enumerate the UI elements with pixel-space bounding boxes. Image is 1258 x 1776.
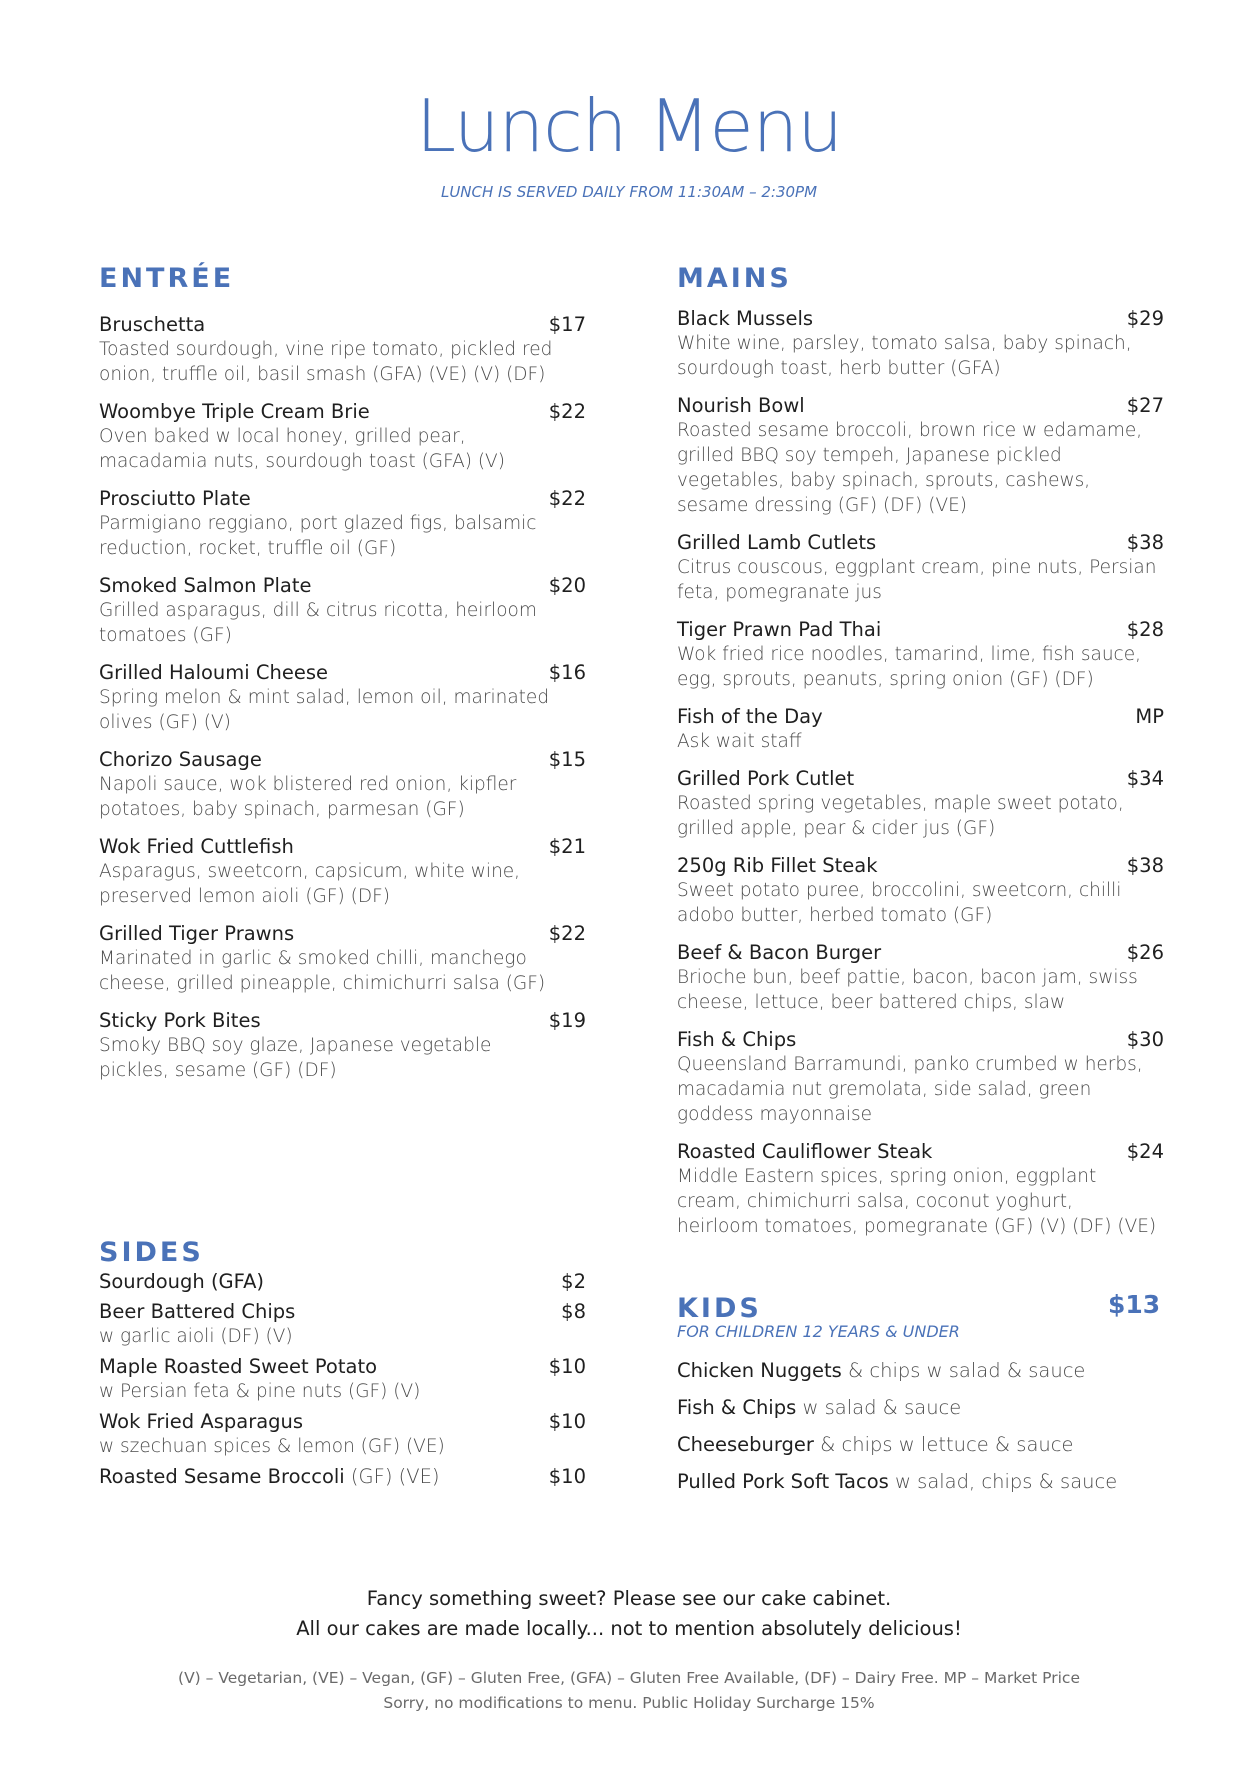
item-price: $28 <box>1126 618 1164 641</box>
kids-item-name: Fish & Chips <box>677 1396 797 1419</box>
item-description: Smoky BBQ soy glaze, Japanese vegetable pickles, sesame (GF) (DF) <box>99 1035 492 1081</box>
menu-item <box>677 306 1164 381</box>
menu-item <box>99 1008 586 1083</box>
item-description: Napoli sauce, wok blistered red onion, kipfler potatoes, baby spinach, parmesan (GF) <box>99 774 517 820</box>
item-name: Grilled Haloumi Cheese <box>99 661 329 684</box>
item-description: Brioche bun, beef pattie, bacon, bacon jam, swiss cheese, lettuce, beer battered chips, slaw <box>677 967 1138 1013</box>
kids-item-description: & chips w lettuce & sauce <box>813 1433 1074 1456</box>
service-hours: LUNCH IS SERVED DAILY FROM 11:30AM – 2:30PM <box>440 183 818 201</box>
kids-price: $13 <box>1108 1290 1161 1319</box>
side-description: w Persian feta & pine nuts (GF) (V) <box>99 1381 421 1402</box>
item-name: Woombye Triple Cream Brie <box>99 400 370 423</box>
item-name: Prosciutto Plate <box>99 487 251 510</box>
item-name: Bruschetta <box>99 313 206 336</box>
side-item <box>99 1299 586 1349</box>
side-name <box>99 1409 586 1434</box>
item-name: 250g Rib Fillet Steak <box>677 854 878 877</box>
item-description: Marinated in garlic & smoked chilli, manchego cheese, grilled pineapple, chimichurri salsa (GF) <box>99 948 546 994</box>
item-price: $22 <box>548 400 586 423</box>
kids-list <box>677 1358 1177 1506</box>
item-price: $26 <box>1126 941 1164 964</box>
item-description: Middle Eastern spices, spring onion, eggplant cream, chimichurri salsa, coconut yoghurt, heirloom tomatoes, pomegranate (GF) (V) (DF) (VE) <box>677 1166 1157 1237</box>
side-name <box>99 1269 586 1294</box>
dietary-legend <box>0 1666 1258 1716</box>
item-price: $38 <box>1126 854 1164 877</box>
kids-item <box>677 1432 1177 1457</box>
page-title: Lunch Menu <box>416 84 842 168</box>
side-description: w garlic aioli (DF) (V) <box>99 1326 293 1347</box>
item-name: Chorizo Sausage <box>99 748 262 771</box>
menu-item <box>99 747 586 822</box>
menu-item <box>677 1139 1164 1239</box>
item-name: Fish & Chips <box>677 1028 797 1051</box>
side-name-text: Wok Fried Asparagus <box>99 1410 304 1433</box>
side-description: w szechuan spices & lemon (GF) (VE) <box>99 1436 445 1457</box>
item-name: Smoked Salmon Plate <box>99 574 312 597</box>
item-description: Wok fried rice noodles, tamarind, lime, fish sauce, egg, sprouts, peanuts, spring onion (GF) (DF) <box>677 644 1141 690</box>
kids-heading: KIDS <box>677 1293 762 1324</box>
side-item <box>99 1409 586 1459</box>
item-description: Ask wait staff <box>677 731 802 752</box>
dessert-note-line-1: Fancy something sweet? Please see our cake cabinet. <box>366 1587 892 1610</box>
item-name: Tiger Prawn Pad Thai <box>677 618 882 641</box>
item-description: Spring melon & mint salad, lemon oil, marinated olives (GF) (V) <box>99 687 550 733</box>
kids-age-note: FOR CHILDREN 12 YEARS & UNDER <box>677 1322 960 1341</box>
side-price: $8 <box>561 1300 586 1323</box>
item-description: Grilled asparagus, dill & citrus ricotta, heirloom tomatoes (GF) <box>99 600 537 646</box>
dessert-note-line-2: All our cakes are made locally... not to mention absolutely delicious! <box>296 1617 962 1640</box>
item-price: $24 <box>1126 1140 1164 1163</box>
side-name-text: Roasted Sesame Broccoli <box>99 1465 345 1488</box>
item-name: Nourish Bowl <box>677 394 805 417</box>
kids-item-name: Cheeseburger <box>677 1433 814 1456</box>
side-name <box>99 1464 586 1489</box>
entree-heading: ENTRÉE <box>99 263 235 294</box>
menu-item <box>99 921 586 996</box>
item-description: Sweet potato puree, broccolini, sweetcorn, chilli adobo butter, herbed tomato (GF) <box>677 880 1122 926</box>
item-description: Parmigiano reggiano, port glazed figs, balsamic reduction, rocket, truffle oil (GF) <box>99 513 537 559</box>
side-item <box>99 1354 586 1404</box>
legend-line: (V) – Vegetarian, (VE) – Vegan, (GF) – Gluten Free, (GFA) – Gluten Free Available, (DF) – Dairy Free. MP – Market Price <box>178 1669 1080 1687</box>
side-name <box>99 1354 586 1379</box>
item-name: Grilled Pork Cutlet <box>677 767 855 790</box>
menu-item <box>99 834 586 909</box>
side-price: $10 <box>548 1355 586 1378</box>
item-description: Citrus couscous, eggplant cream, pine nuts, Persian feta, pomegranate jus <box>677 557 1157 603</box>
item-price: $17 <box>548 313 586 336</box>
item-name: Roasted Cauliflower Steak <box>677 1140 933 1163</box>
side-price: $2 <box>561 1270 586 1293</box>
surcharge-notice: Sorry, no modifications to menu. Public Holiday Surcharge 15% <box>383 1694 875 1712</box>
side-price: $10 <box>548 1465 586 1488</box>
dessert-note <box>0 1584 1258 1644</box>
side-diet-tags: (GF) (VE) <box>344 1465 440 1488</box>
menu-item <box>677 853 1164 928</box>
item-description: Queensland Barramundi, panko crumbed w herbs, macadamia nut gremolata, side salad, green goddess mayonnaise <box>677 1054 1143 1125</box>
item-name: Beef & Bacon Burger <box>677 941 882 964</box>
side-name-text: Sourdough (GFA) <box>99 1270 265 1293</box>
item-description: Roasted spring vegetables, maple sweet potato, grilled apple, pear & cider jus (GF) <box>677 793 1124 839</box>
item-price: $19 <box>548 1009 586 1032</box>
item-description: Oven baked w local honey, grilled pear, macadamia nuts, sourdough toast (GFA) (V) <box>99 426 505 472</box>
item-name: Wok Fried Cuttlefish <box>99 835 294 858</box>
side-item <box>99 1464 586 1489</box>
sides-list <box>99 1269 586 1494</box>
side-price: $10 <box>548 1410 586 1433</box>
item-price: $22 <box>548 922 586 945</box>
item-price: $16 <box>548 661 586 684</box>
item-price: $27 <box>1126 394 1164 417</box>
menu-item <box>677 530 1164 605</box>
item-price: $22 <box>548 487 586 510</box>
item-price: $30 <box>1126 1028 1164 1051</box>
sides-heading: SIDES <box>99 1237 204 1268</box>
item-price: $15 <box>548 748 586 771</box>
kids-item-description: w salad & sauce <box>796 1396 962 1419</box>
kids-item <box>677 1358 1177 1383</box>
item-description: Roasted sesame broccoli, brown rice w edamame, grilled BBQ soy tempeh, Japanese pickled vegetables, baby spinach, sprouts, cashews, sesame dressing (GF) (DF) (VE) <box>677 420 1143 516</box>
kids-item-description: & chips w salad & sauce <box>841 1359 1086 1382</box>
item-description: Asparagus, sweetcorn, capsicum, white wine, preserved lemon aioli (GF) (DF) <box>99 861 521 907</box>
kids-item-description: w salad, chips & sauce <box>888 1470 1118 1493</box>
menu-item <box>99 486 586 561</box>
item-description: White wine, parsley, tomato salsa, baby spinach, sourdough toast, herb butter (GFA) <box>677 333 1132 379</box>
item-price: $21 <box>548 835 586 858</box>
side-item <box>99 1269 586 1294</box>
menu-item <box>677 766 1164 841</box>
mains-heading: MAINS <box>677 263 792 294</box>
menu-item <box>677 393 1164 518</box>
item-price: $34 <box>1126 767 1164 790</box>
item-name: Grilled Tiger Prawns <box>99 922 295 945</box>
item-name: Fish of the Day <box>677 705 823 728</box>
entree-list <box>99 312 586 1095</box>
side-name-text: Maple Roasted Sweet Potato <box>99 1355 378 1378</box>
menu-item <box>99 399 586 474</box>
kids-item-name: Chicken Nuggets <box>677 1359 842 1382</box>
item-price: $20 <box>548 574 586 597</box>
item-price: MP <box>1135 705 1164 728</box>
kids-item <box>677 1395 1177 1420</box>
item-name: Sticky Pork Bites <box>99 1009 261 1032</box>
menu-item <box>99 573 586 648</box>
kids-item-name: Pulled Pork Soft Tacos <box>677 1470 889 1493</box>
menu-item <box>99 660 586 735</box>
item-name: Black Mussels <box>677 307 814 330</box>
menu-item <box>677 1027 1164 1127</box>
mains-list <box>677 306 1164 1251</box>
item-price: $29 <box>1126 307 1164 330</box>
menu-item <box>677 704 1164 754</box>
menu-item <box>99 312 586 387</box>
menu-item <box>677 617 1164 692</box>
side-name <box>99 1299 586 1324</box>
kids-item <box>677 1469 1177 1494</box>
item-price: $38 <box>1126 531 1164 554</box>
menu-item <box>677 940 1164 1015</box>
item-name: Grilled Lamb Cutlets <box>677 531 877 554</box>
side-name-text: Beer Battered Chips <box>99 1300 296 1323</box>
item-description: Toasted sourdough, vine ripe tomato, pickled red onion, truffle oil, basil smash (GFA) (VE) (V) (DF) <box>99 339 553 385</box>
